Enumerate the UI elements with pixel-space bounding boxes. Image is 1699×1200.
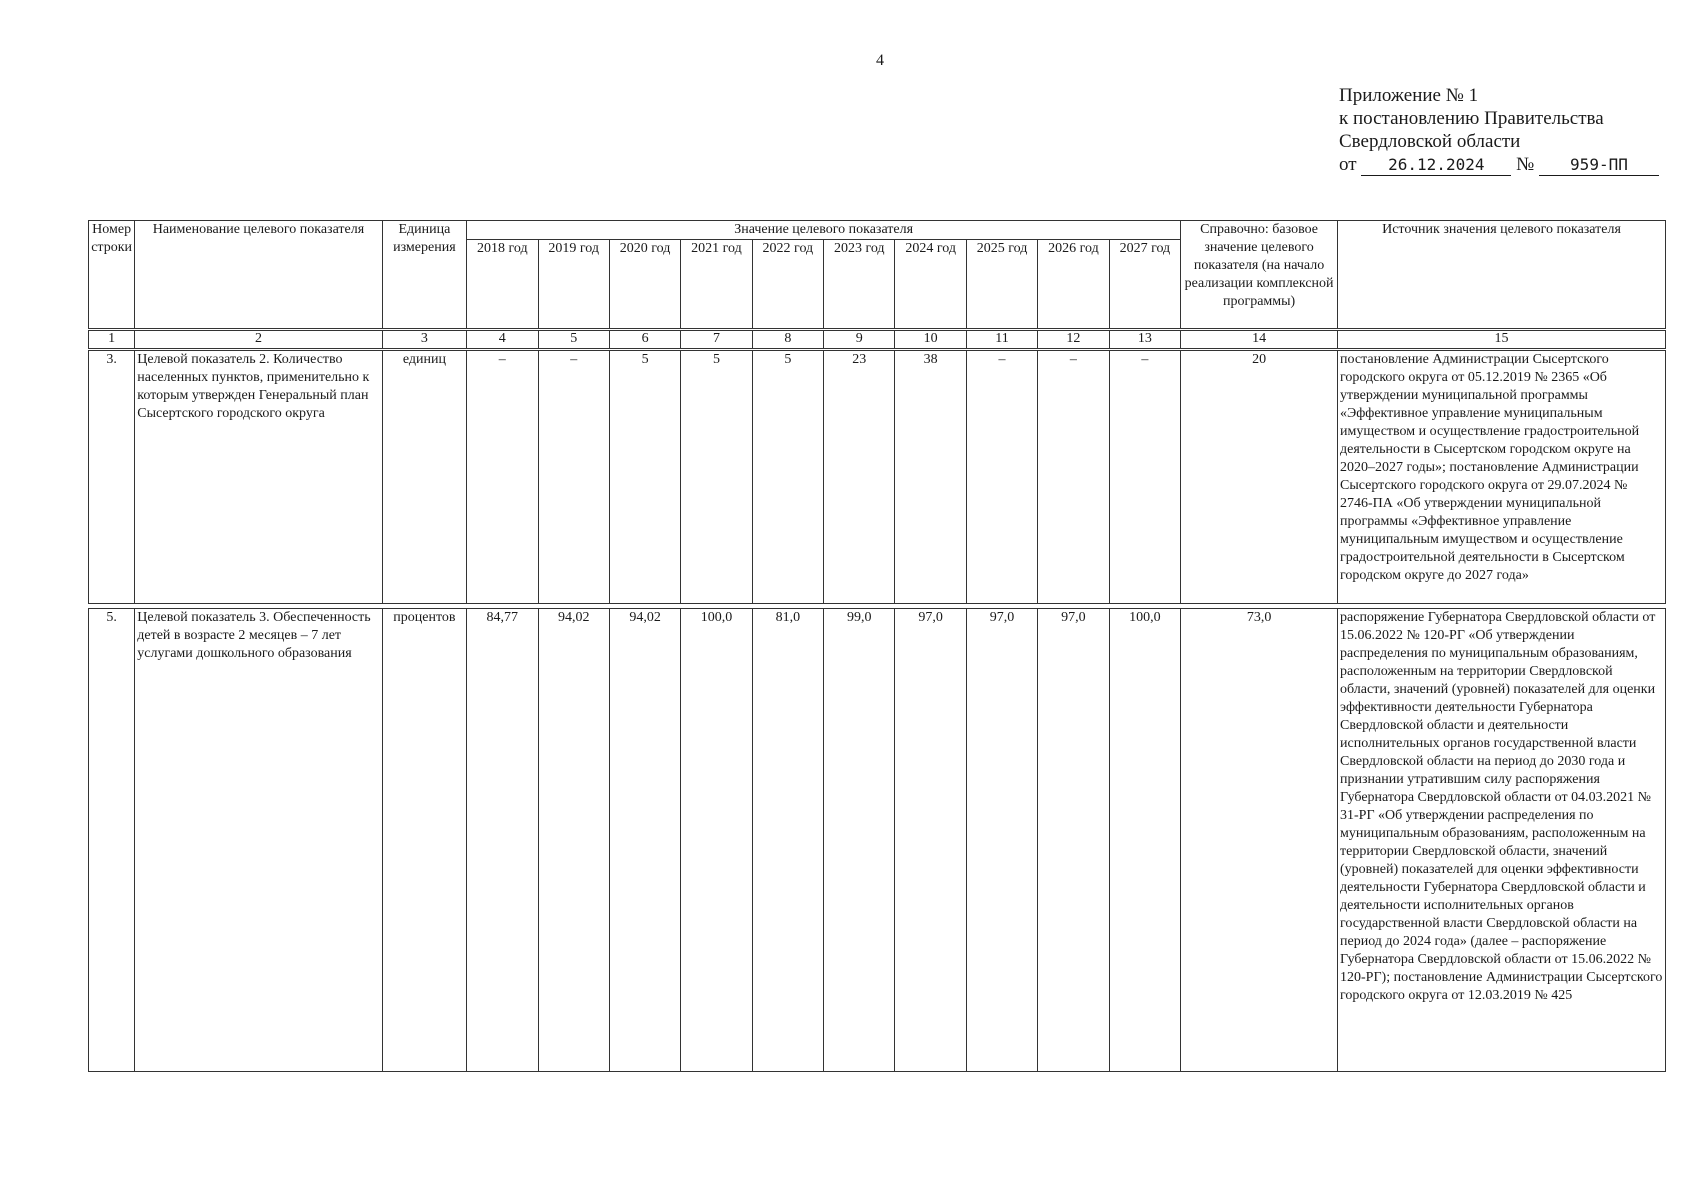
reference-value: 73,0 (1181, 609, 1338, 1072)
column-number: 1 (89, 330, 135, 350)
value-cell: 23 (824, 350, 895, 604)
value-cell: 97,0 (1038, 609, 1109, 1072)
column-number: 14 (1181, 330, 1338, 350)
value-cell: 5 (609, 350, 680, 604)
table-row (89, 350, 1666, 604)
source-text: постановление Администрации Сысертского городского округа от 05.12.2019 № 2365 «Об утверждении муниципальной программы «Эффективное управление муниципальным имуществом и осуществление градостроительной деятельности в Сысертском городском округе на 2020–2027 годы»; постановление Администрации Сысертского городского округа от 29.07.2024 № 2746-ПА «Об утверждении муниципальной программы «Эффективное управление муниципальным имуществом и осуществление градостроительной деятельности в Сысертском городском округе до 2027 года» (1338, 350, 1666, 604)
decree-date: 26.12.2024 (1361, 155, 1511, 176)
row-number: 5. (89, 609, 135, 1072)
header-name: Наименование целевого показателя (135, 221, 382, 330)
value-cell: 94,02 (538, 609, 609, 1072)
column-number: 7 (681, 330, 752, 350)
unit-cell: единиц (382, 350, 466, 604)
header-source: Источник значения целевого показателя (1338, 221, 1666, 330)
value-cell: – (966, 350, 1037, 604)
column-numbers-row (89, 330, 1666, 350)
value-cell: 38 (895, 350, 966, 604)
source-text: распоряжение Губернатора Свердловской области от 15.06.2022 № 120-РГ «Об утверждении распределения по муниципальным образованиям, расположенным на территории Свердловской области, значений (уровней) показателей для оценки эффективности деятельности Губернатора Свердловской области и деятельности исполнительных органов государственной власти Свердловской области на период до 2030 года и признании утратившим силу распоряжения Губернатора Свердловской области от 04.03.2021 № 31-РГ «Об утверждении распределения по муниципальным образованиям, расположенным на территории Свердловской области, значений (уровней) показателей для оценки эффективности деятельности Губернатора Свердловской области и деятельности исполнительных органов государственной власти Свердловской области на период до 2024 года» (далее – распоряжение Губернатора Свердловской области от 15.06.2022 № 120-РГ); постановление Администрации Сысертского городского округа от 12.03.2019 № 425 (1338, 609, 1666, 1072)
value-cell: 81,0 (752, 609, 823, 1072)
column-number: 4 (467, 330, 538, 350)
page-number: 4 (876, 52, 884, 69)
header-year: 2025 год (966, 240, 1037, 330)
appendix-decree: к постановлению Правительства (1339, 108, 1604, 129)
indicator-name: Целевой показатель 3. Обеспеченность детей в возрасте 2 месяцев – 7 лет услугами дошкольного образования (135, 609, 382, 1072)
appendix-region: Свердловской области (1339, 131, 1521, 152)
value-cell: – (538, 350, 609, 604)
header-year: 2018 год (467, 240, 538, 330)
header-value-group: Значение целевого показателя (467, 221, 1181, 240)
value-cell: – (467, 350, 538, 604)
column-number: 10 (895, 330, 966, 350)
value-cell: 5 (681, 350, 752, 604)
value-cell: – (1109, 350, 1181, 604)
column-number: 2 (135, 330, 382, 350)
header-year: 2023 год (824, 240, 895, 330)
header-year: 2024 год (895, 240, 966, 330)
header-year: 2026 год (1038, 240, 1109, 330)
column-number: 11 (966, 330, 1037, 350)
value-cell: 100,0 (681, 609, 752, 1072)
value-cell: 94,02 (609, 609, 680, 1072)
column-number: 5 (538, 330, 609, 350)
decree-number: 959-ПП (1539, 155, 1659, 176)
value-cell: 100,0 (1109, 609, 1181, 1072)
header-unit: Единица измерения (382, 221, 466, 330)
date-prefix: от (1339, 154, 1357, 175)
value-cell: 99,0 (824, 609, 895, 1072)
appendix-block (1339, 84, 1669, 176)
row-number: 3. (89, 350, 135, 604)
reference-value: 20 (1181, 350, 1338, 604)
column-number: 3 (382, 330, 466, 350)
targets-table (88, 220, 1666, 1072)
value-cell: 84,77 (467, 609, 538, 1072)
column-number: 13 (1109, 330, 1181, 350)
header-year: 2022 год (752, 240, 823, 330)
header-year: 2021 год (681, 240, 752, 330)
column-number: 9 (824, 330, 895, 350)
value-cell: 97,0 (895, 609, 966, 1072)
value-cell: 97,0 (966, 609, 1037, 1072)
appendix-title: Приложение № 1 (1339, 85, 1479, 106)
appendix-date-line (1339, 153, 1669, 176)
header-year: 2019 год (538, 240, 609, 330)
column-number: 8 (752, 330, 823, 350)
header-year: 2020 год (609, 240, 680, 330)
unit-cell: процентов (382, 609, 466, 1072)
header-reference: Справочно: базовое значение целевого показателя (на начало реализации комплексной программы) (1181, 221, 1338, 330)
column-number: 12 (1038, 330, 1109, 350)
column-number: 15 (1338, 330, 1666, 350)
table-row (89, 609, 1666, 1072)
value-cell: 5 (752, 350, 823, 604)
number-prefix: № (1516, 154, 1535, 175)
indicator-name: Целевой показатель 2. Количество населенных пунктов, применительно к которым утвержден Генеральный план Сысертского городского округа (135, 350, 382, 604)
column-number: 6 (609, 330, 680, 350)
header-row-1 (89, 221, 1666, 240)
value-cell: – (1038, 350, 1109, 604)
header-year: 2027 год (1109, 240, 1181, 330)
header-row-number: Номер строки (89, 221, 135, 330)
